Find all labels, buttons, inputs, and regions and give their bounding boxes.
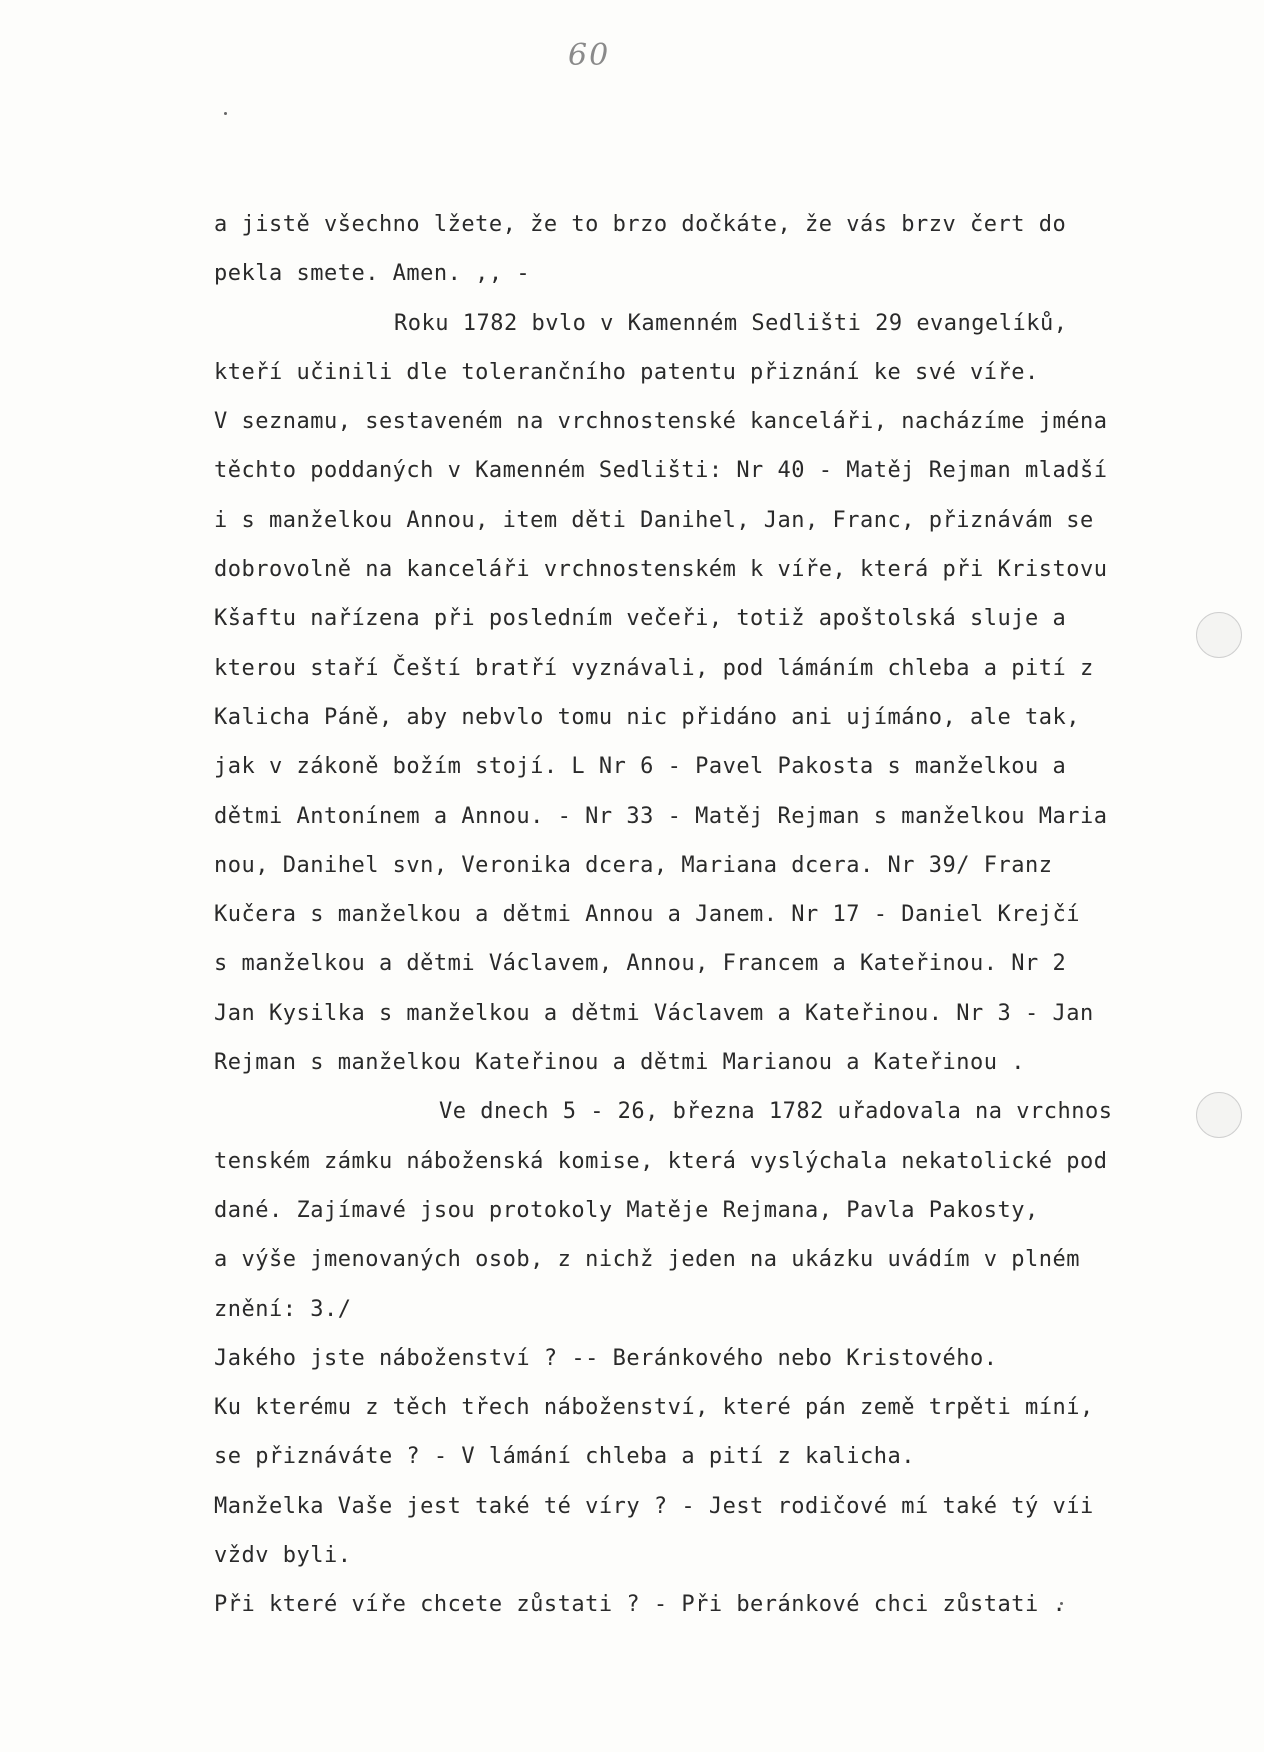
text-line: tenském zámku náboženská komise, která vyslýchala nekatolické pod — [214, 1148, 1108, 1174]
text-line: i s manželkou Annou, item děti Danihel, Jan, Franc, přiznávám se — [214, 507, 1094, 533]
text-line: s manželkou a dětmi Václavem, Annou, Francem a Kateřinou. Nr 2 — [214, 951, 1067, 977]
text-line: Jakého jste náboženství ? -- Beránkového nebo Kristového. — [214, 1345, 998, 1371]
text-line: nou, Danihel svn, Veronika dcera, Mariana dcera. Nr 39/ Franz — [214, 852, 1053, 878]
document-text — [214, 200, 1214, 1630]
ink-speck — [224, 112, 227, 115]
text-line: těchto poddaných v Kamenném Sedlišti: Nr 40 - Matěj Rejman mladší — [214, 458, 1108, 484]
text-line: jak v zákoně božím stojí. L Nr 6 - Pavel Pakosta s manželkou a — [214, 754, 1067, 780]
text-line: Jan Kysilka s manželkou a dětmi Václavem a Kateřinou. Nr 3 - Jan — [214, 1000, 1094, 1026]
text-line: dobrovolně na kanceláři vrchnostenském k víře, která při Kristovu — [214, 557, 1108, 583]
text-line: Roku 1782 bvlo v Kamenném Sedlišti 29 evangelíků, — [394, 310, 1068, 336]
text-line: V seznamu, sestaveném na vrchnostenské kanceláři, nacházíme jména — [214, 409, 1108, 435]
text-line: Kšaftu nařízena při posledním večeři, totiž apoštolská sluje a — [214, 606, 1067, 632]
text-line: Při které víře chcete zůstati ? - Při beránkové chci zůstati . — [214, 1592, 1067, 1618]
text-line: a jistě všechno lžete, že to brzo dočkáte, že vás brzv čert do — [214, 212, 1067, 237]
page-number: 60 — [568, 38, 611, 73]
text-line: a výše jmenovaných osob, z nichž jeden na ukázku uvádím v plném — [214, 1247, 1080, 1273]
text-line: dané. Zajímavé jsou protokoly Matěje Rejmana, Pavla Pakosty, — [214, 1197, 1039, 1223]
text-line: dětmi Antonínem a Annou. - Nr 33 - Matěj Rejman s manželkou Maria — [214, 803, 1108, 829]
text-line: znění: 3./ — [214, 1296, 352, 1322]
text-line: se přiznáváte ? - V lámání chleba a pití z kalicha. — [214, 1444, 916, 1470]
text-line: Ku kterému z těch třech náboženství, které pán země trpěti míní, — [214, 1395, 1094, 1421]
text-line: Rejman s manželkou Kateřinou a dětmi Marianou a Kateřinou . — [214, 1050, 1025, 1076]
text-line: Kučera s manželkou a dětmi Annou a Janem. Nr 17 - Daniel Krejčí — [214, 902, 1080, 928]
text-line: kterou staří Čeští bratří vyznávali, pod lámáním chleba a pití z — [214, 655, 1094, 681]
text-line: kteří učinili dle tolerančního patentu přiznání ke své víře. — [214, 359, 1039, 385]
text-line: pekla smete. Amen. ,, - — [214, 261, 531, 287]
text-line: Ve dnech 5 - 26, března 1782 uřadovala na vrchnos — [439, 1099, 1113, 1125]
text-line: Manželka Vaše jest také té víry ? - Jest rodičové mí také tý víi — [214, 1493, 1094, 1519]
text-line: vždv byli. — [214, 1543, 352, 1569]
text-line: Kalicha Páně, aby nebvlo tomu nic přidáno ani ujímáno, ale tak, — [214, 704, 1080, 730]
